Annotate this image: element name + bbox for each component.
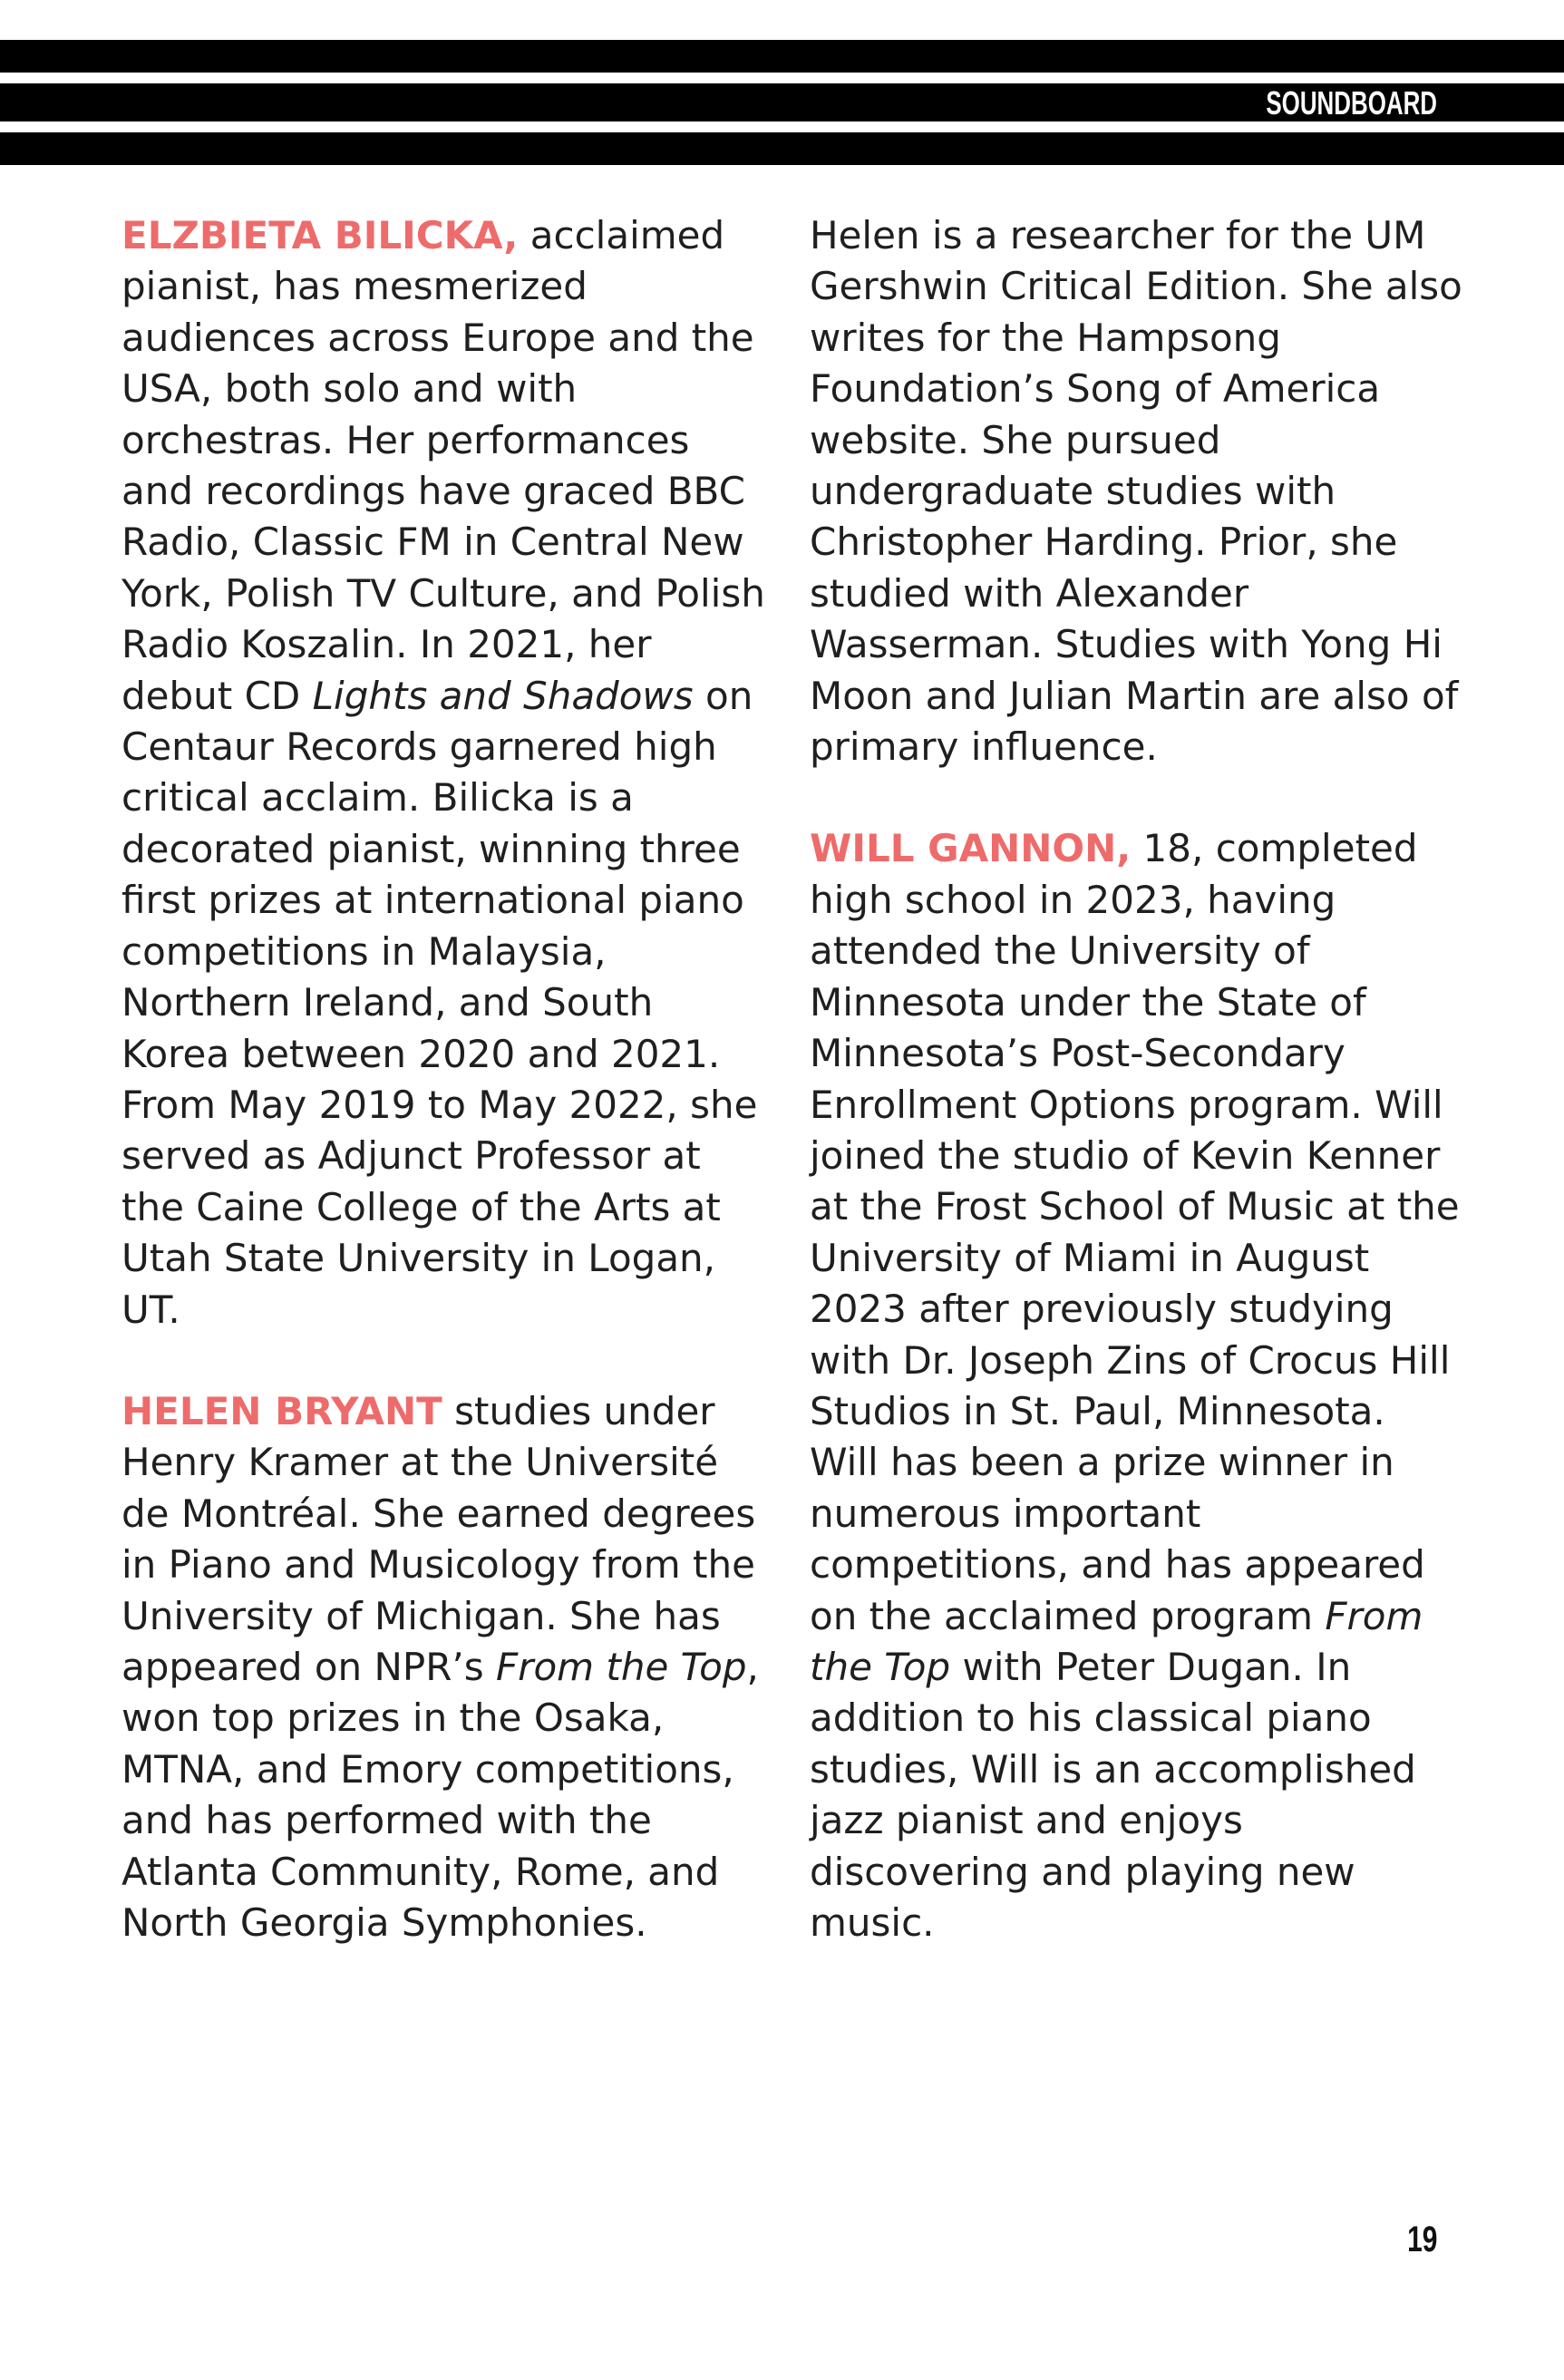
bio-text: on Centaur Records garnered high critical acclaim. Bilicka is a decorated pianist, winning three first prizes at international piano competitions in Malaysia, Northern Ireland, and South Korea between 2020 and 2021. From May 2019 to May 2022, she served as Adjunct Professor at the Caine College of the Arts at Utah State University in Logan, UT. [121, 673, 758, 1332]
show-title: From the Top [810, 1593, 1423, 1689]
bio-text: acclaimed pianist, has mesmerized audiences across Europe and the USA, both solo and with orchestras. Her performances and recordings have graced BBC Radio, Classic FM in Central New York, Polish TV Culture, and Polish Radio Koszalin. In 2021, her debut CD [121, 213, 765, 718]
section-title: SOUNDBOARD [1266, 84, 1437, 121]
bio-name: HELEN BRYANT [121, 1388, 442, 1433]
header-stripe-bottom [0, 132, 1564, 165]
right-column [810, 210, 1462, 1999]
bio-text: studies under Henry Kramer at the Université de Montréal. She earned degrees in Piano and Musicology from the University of Michigan. She has appeared on NPR’s [121, 1388, 756, 1689]
bio-bilicka [121, 210, 765, 1336]
bio-gannon [810, 823, 1462, 1948]
header-stripe-top [0, 40, 1564, 73]
bio-text: with Peter Dugan. In addition to his classical piano studies, Will is an accomplished jazz pianist and enjoys discovering and playing new music. [810, 1644, 1416, 1945]
show-title: From the Top [496, 1644, 747, 1689]
bio-bryant [121, 1386, 765, 1948]
bio-name: WILL GANNON, [810, 826, 1132, 871]
bio-text: , won top prizes in the Osaka, MTNA, and Emory competitions, and has performed with the Atlanta Community, Rome, and North Georgia Symphonies. [121, 1644, 759, 1945]
bio-text: Helen is a researcher for the UM Gershwin Critical Edition. She also writes for the Hampsong Foundation’s Song of America website. She pursued undergraduate studies with Christopher Harding. Prior, she studied with Alexander Wasserman. Studies with Yong Hi Moon and Julian Martin are also of primary influence. [810, 213, 1462, 770]
bio-text: 18, completed high school in 2023, having attended the University of Minnesota under the State of Minnesota’s Post-Secondary Enrollment Options program. Will joined the studio of Kevin Kenner at the Frost School of Music at the University of Miami in August 2023 after previously studying with Dr. Joseph Zins of Crocus Hill Studios in St. Paul, Minnesota. Will has been a prize winner in numerous important competitions, and has appeared on the acclaimed program [810, 826, 1460, 1638]
cd-title: Lights and Shadows [312, 673, 694, 718]
left-column [121, 210, 765, 1999]
page-number: 19 [1406, 2220, 1437, 2259]
bio-name: ELZBIETA BILICKA, [121, 213, 519, 257]
bio-bryant-continued [810, 210, 1462, 772]
